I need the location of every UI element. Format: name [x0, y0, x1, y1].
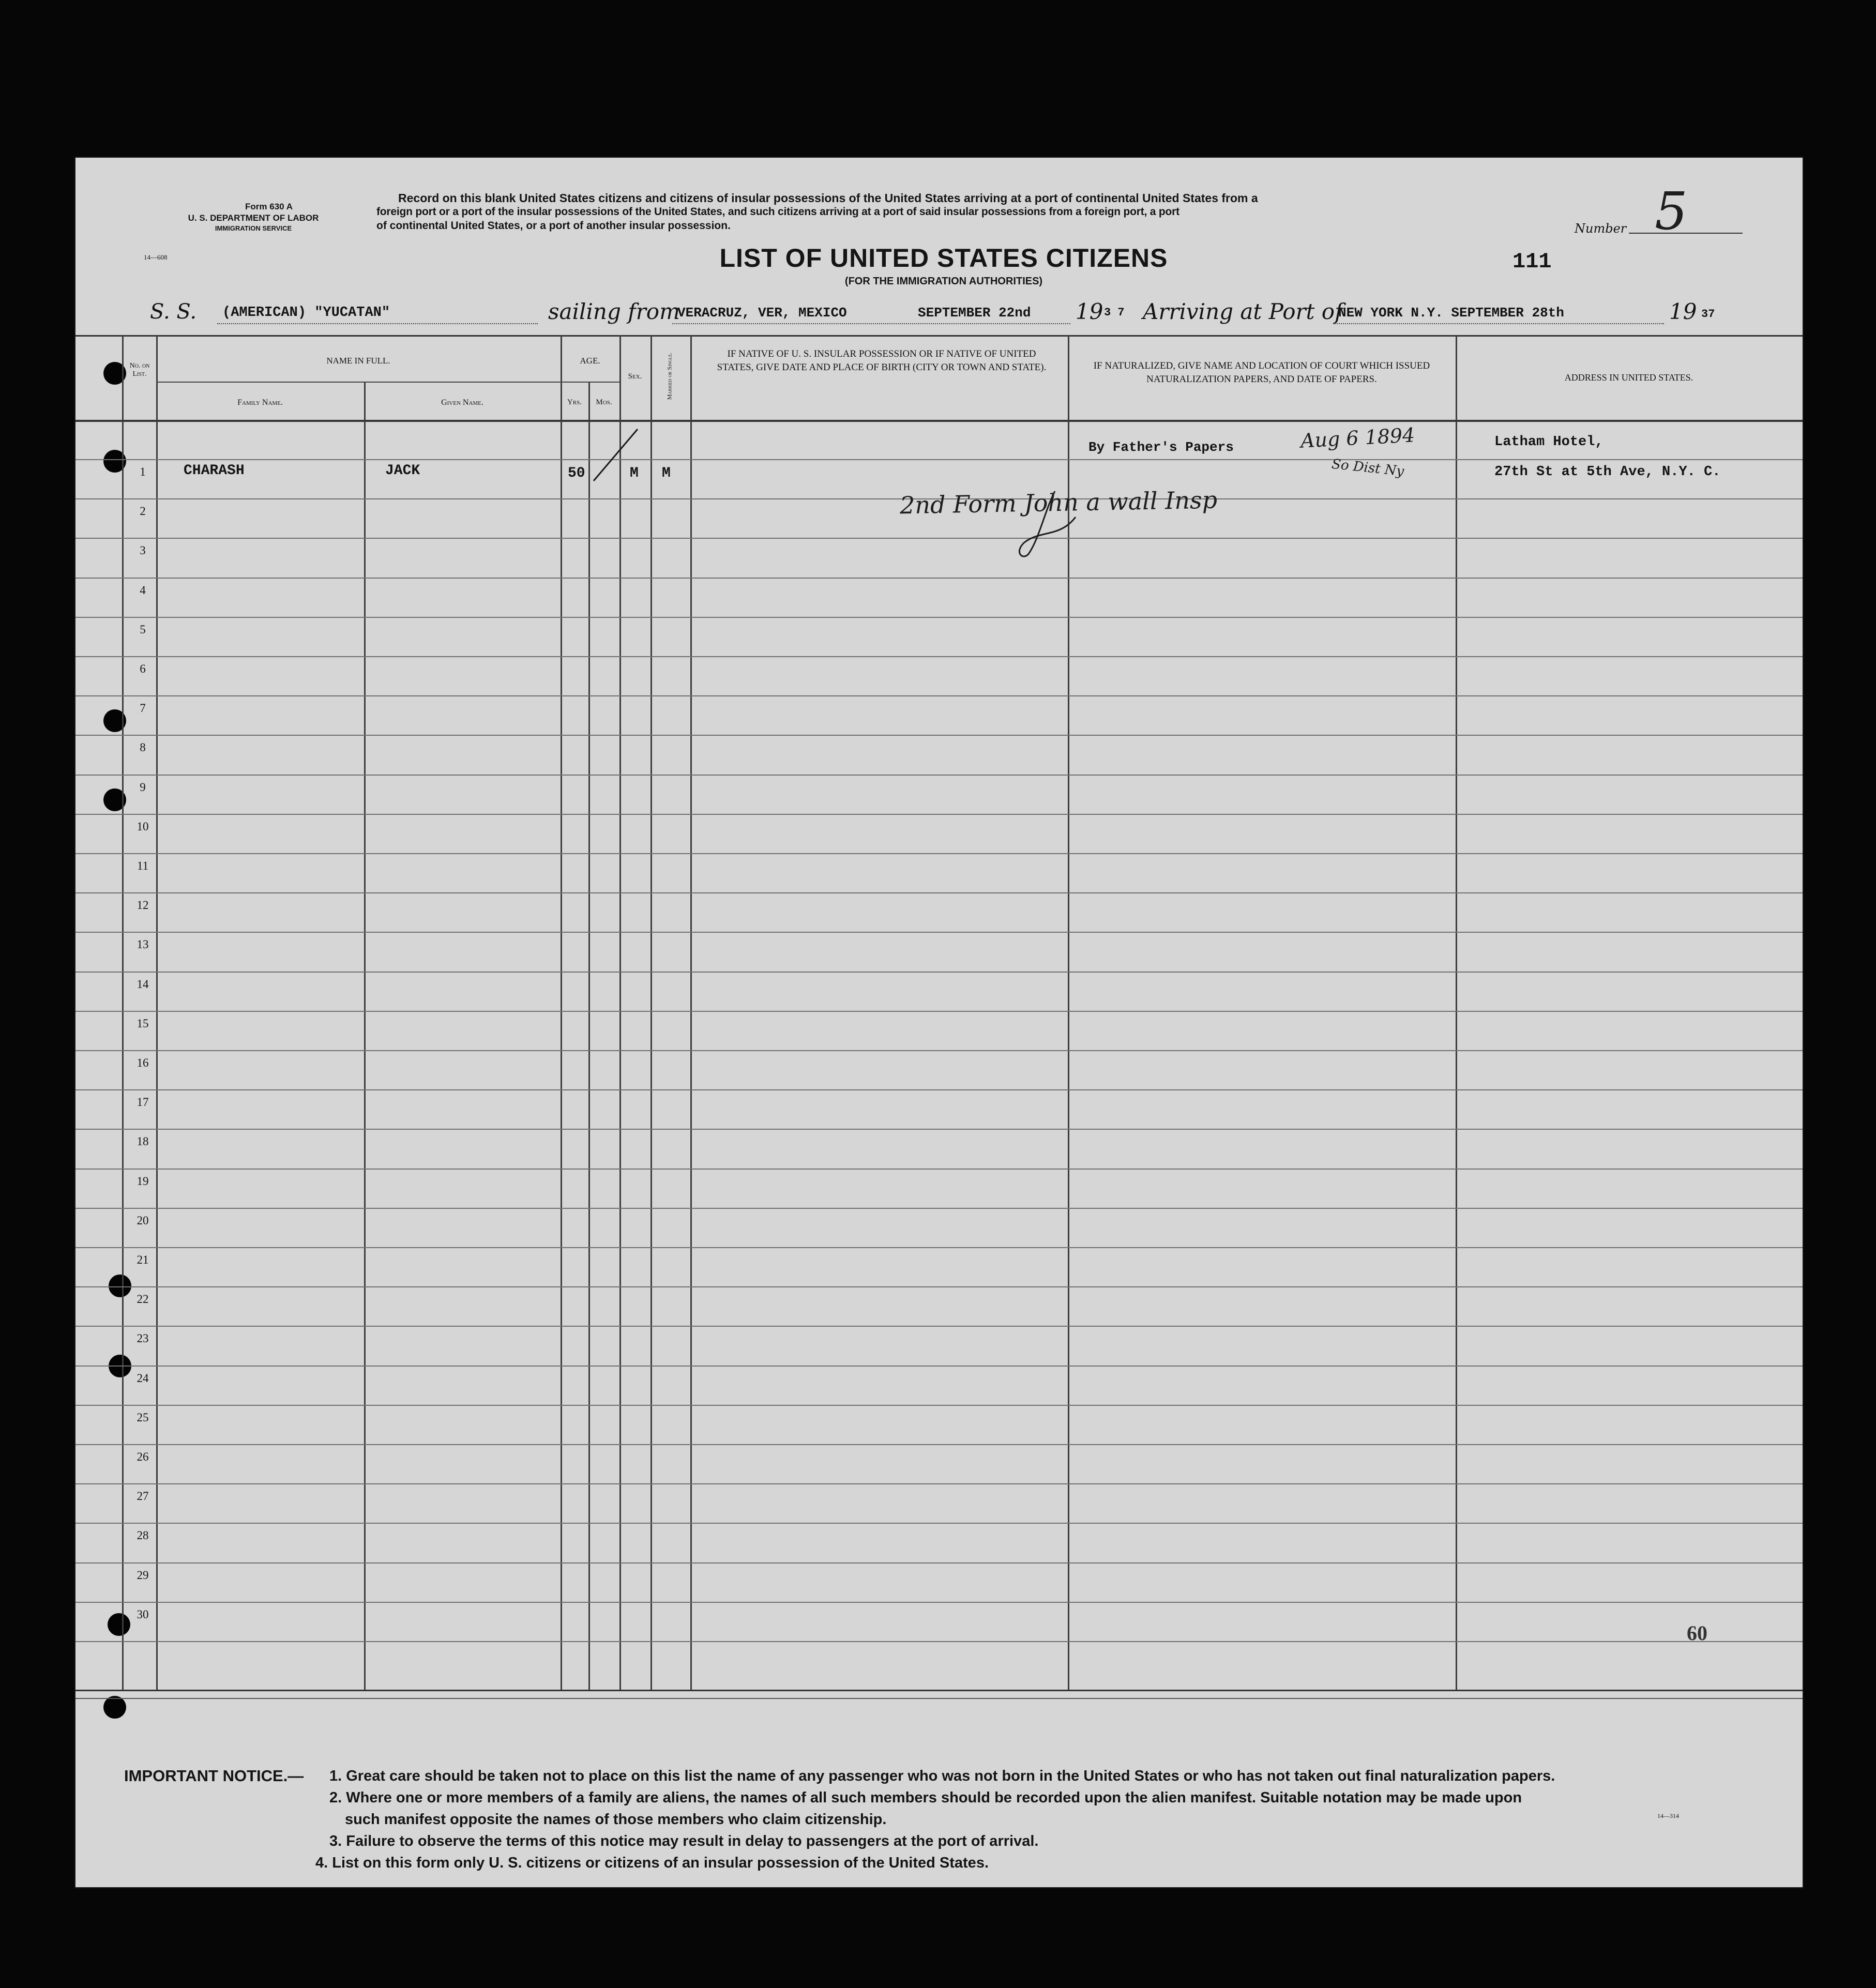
year-to: 37: [1701, 308, 1715, 321]
column-divider: [588, 383, 590, 1690]
row-number: 1: [140, 465, 146, 478]
departure-date: SEPTEMBER 22nd: [918, 305, 1031, 321]
row-number: 16: [137, 1056, 149, 1069]
row-number: 28: [137, 1529, 149, 1542]
row-rule: [75, 932, 1803, 933]
departure-port: VERACRUZ, VER, MEXICO: [677, 305, 847, 321]
year-from: 3 7: [1104, 306, 1125, 319]
row-rule: [75, 1641, 1803, 1642]
row-number: 26: [137, 1450, 149, 1463]
row-number: 23: [137, 1332, 149, 1345]
service-name: IMMIGRATION SERVICE: [215, 224, 292, 232]
header-family-name: Family Name.: [237, 398, 283, 407]
row-rule: [75, 853, 1803, 854]
row-rule: [75, 1129, 1803, 1130]
row-rule: [75, 538, 1803, 539]
row-number: 3: [140, 544, 146, 557]
inspector-signature-note: 2nd Form John a wall Insp: [899, 485, 1218, 520]
row-number: 12: [137, 899, 149, 912]
row-number: 4: [140, 584, 146, 597]
row-1-naturalization-date: Aug 6 1894: [1300, 423, 1416, 452]
row-number: 15: [137, 1017, 149, 1030]
row-rule: [75, 1286, 1803, 1287]
arrival-underline: [1333, 323, 1664, 324]
row-rule: [75, 1050, 1803, 1051]
row-1-family-name: CHARASH: [184, 463, 245, 479]
row-number: 14: [137, 978, 149, 991]
row-rule: [75, 695, 1803, 696]
header-naturalized: IF NATURALIZED, GIVE NAME AND LOCATION OF COURT WHICH ISSUED NATURALIZATION PAPERS, AND DATE OF PAPERS.: [1093, 360, 1430, 385]
page-title: LIST OF UNITED STATES CITIZENS: [719, 244, 1168, 272]
header-married: Married or Single.: [665, 352, 673, 400]
table-bottom-border-2: [75, 1698, 1803, 1699]
row-number: 30: [137, 1608, 149, 1621]
row-number: 20: [137, 1214, 149, 1227]
column-divider: [364, 383, 366, 1690]
row-rule: [75, 775, 1803, 776]
row-1-naturalization-court: So Dist Ny: [1330, 456, 1405, 480]
row-number: 6: [140, 662, 146, 675]
departure-underline: [672, 323, 1070, 324]
row-rule: [75, 1247, 1803, 1248]
ship-name: (AMERICAN) "YUCATAN": [222, 305, 390, 321]
row-rule: [75, 1444, 1803, 1445]
header-address: ADDRESS IN UNITED STATES.: [1564, 372, 1693, 383]
row-number: 27: [137, 1490, 149, 1503]
row-1-married: M: [662, 465, 671, 481]
row-rule: [75, 1168, 1803, 1170]
row-1-age-years: 50: [568, 465, 585, 481]
form-code: 14—608: [144, 253, 168, 261]
row-number: 10: [137, 820, 149, 833]
row-rule: [75, 1365, 1803, 1367]
ship-underline: [217, 323, 538, 324]
department-name: U. S. DEPARTMENT OF LABOR: [188, 213, 319, 223]
notice-item-1: 1. Great care should be taken not to place on this list the name of any passenger who was not born in the United States or who has not taken out final naturalization papers.: [329, 1768, 1555, 1784]
row-rule: [75, 1483, 1803, 1484]
notice-heading: IMPORTANT NOTICE.—: [124, 1767, 304, 1785]
footer-code: 14—314: [1657, 1812, 1679, 1819]
row-number: 22: [137, 1293, 149, 1306]
row-rule: [75, 578, 1803, 579]
punch-hole: [103, 1696, 126, 1719]
row-number: 18: [137, 1135, 149, 1148]
row-number: 13: [137, 938, 149, 951]
signature-flourish: [1013, 481, 1086, 564]
page-subtitle: (FOR THE IMMIGRATION AUTHORITIES): [844, 276, 1043, 287]
number-label: Number: [1575, 221, 1627, 236]
row-number: 25: [137, 1411, 149, 1424]
row-1-given-name: JACK: [385, 463, 420, 479]
row-rule: [75, 814, 1803, 815]
sailing-label: sailing from: [548, 299, 680, 324]
header-name-in-full: NAME IN FULL.: [326, 356, 390, 366]
row-rule: [75, 656, 1803, 657]
form-number: Form 630 A: [245, 202, 293, 211]
arriving-label: Arriving at Port of: [1143, 299, 1343, 324]
instructions-line-2: foreign port or a port of the insular possessions of the United States, and such citizens arriving at a port of said insular possessions from a foreign port, a port: [376, 206, 1179, 218]
header-bottom-border: [75, 420, 1803, 422]
arrival-port-date: NEW YORK N.Y. SEPTEMBER 28th: [1338, 305, 1564, 321]
header-given-name: Given Name.: [441, 398, 483, 407]
row-number: 2: [140, 505, 146, 518]
row-rule: [75, 1208, 1803, 1209]
header-mos: Mos.: [596, 398, 612, 406]
row-rule: [75, 892, 1803, 893]
row-rule: [75, 1523, 1803, 1524]
row-rule: [75, 1405, 1803, 1406]
row-rule: [75, 459, 1803, 460]
row-1-naturalized: By Father's Papers: [1088, 439, 1234, 455]
row-number: 11: [137, 859, 149, 872]
row-number: 17: [137, 1096, 149, 1109]
notice-item-4: 4. List on this form only U. S. citizens or citizens of an insular possession of the United States.: [315, 1855, 989, 1871]
row-1-address-line-2: 27th St at 5th Ave, N.Y. C.: [1494, 464, 1721, 480]
header-native: IF NATIVE OF U. S. INSULAR POSSESSION OR IF NATIVE OF UNITED STATES, GIVE DATE AND PLACE OF BIRTH (CITY OR TOWN AND STATE).: [717, 348, 1047, 373]
row-number: 7: [140, 702, 146, 715]
row-number: 5: [140, 623, 146, 636]
row-number: 29: [137, 1569, 149, 1582]
row-1-sex: M: [630, 465, 639, 481]
row-number: 19: [137, 1175, 149, 1188]
row-rule: [75, 1011, 1803, 1012]
row-rule: [75, 1562, 1803, 1564]
year-prefix-to: 19: [1669, 299, 1697, 324]
row-rule: [75, 1602, 1803, 1603]
row-number: 21: [137, 1253, 149, 1266]
header-sub-rule: [156, 382, 619, 383]
table-top-border: [75, 335, 1803, 337]
header-age: AGE.: [580, 356, 600, 366]
row-number: 8: [140, 741, 146, 754]
row-number: 24: [137, 1372, 149, 1385]
row-1-address-line-1: Latham Hotel,: [1494, 434, 1603, 450]
row-rule: [75, 972, 1803, 973]
table-bottom-border: [75, 1690, 1803, 1691]
page-stamp: 60: [1687, 1621, 1707, 1645]
row-rule: [75, 617, 1803, 618]
notice-item-3: 3. Failure to observe the terms of this notice may result in delay to passengers at the port of arrival.: [329, 1833, 1039, 1849]
instructions-line-3: of continental United States, or a port of another insular possession.: [376, 220, 731, 232]
number-value: 5: [1655, 181, 1688, 241]
manifest-page: [75, 158, 1803, 1887]
ss-label: S. S.: [150, 300, 197, 324]
notice-item-2: 2. Where one or more members of a family are aliens, the names of all such members should be recorded upon the alien manifest. Suitable notation may be made upon: [329, 1789, 1522, 1806]
row-rule: [75, 1326, 1803, 1327]
header-sex: Sex.: [628, 372, 642, 381]
row-rule: [75, 735, 1803, 736]
header-no: No. on List.: [129, 362, 150, 378]
row-number: 9: [140, 781, 146, 794]
year-prefix-from: 19: [1076, 299, 1103, 324]
notice-item-2-cont: such manifest opposite the names of those members who claim citizenship.: [345, 1811, 887, 1828]
instructions-line-1: Record on this blank United States citizens and citizens of insular possessions of the United States arriving at a port of continental United States from a: [398, 191, 1258, 205]
header-yrs: Yrs.: [567, 398, 582, 406]
stamp-number: 111: [1512, 249, 1552, 274]
row-rule: [75, 1089, 1803, 1090]
